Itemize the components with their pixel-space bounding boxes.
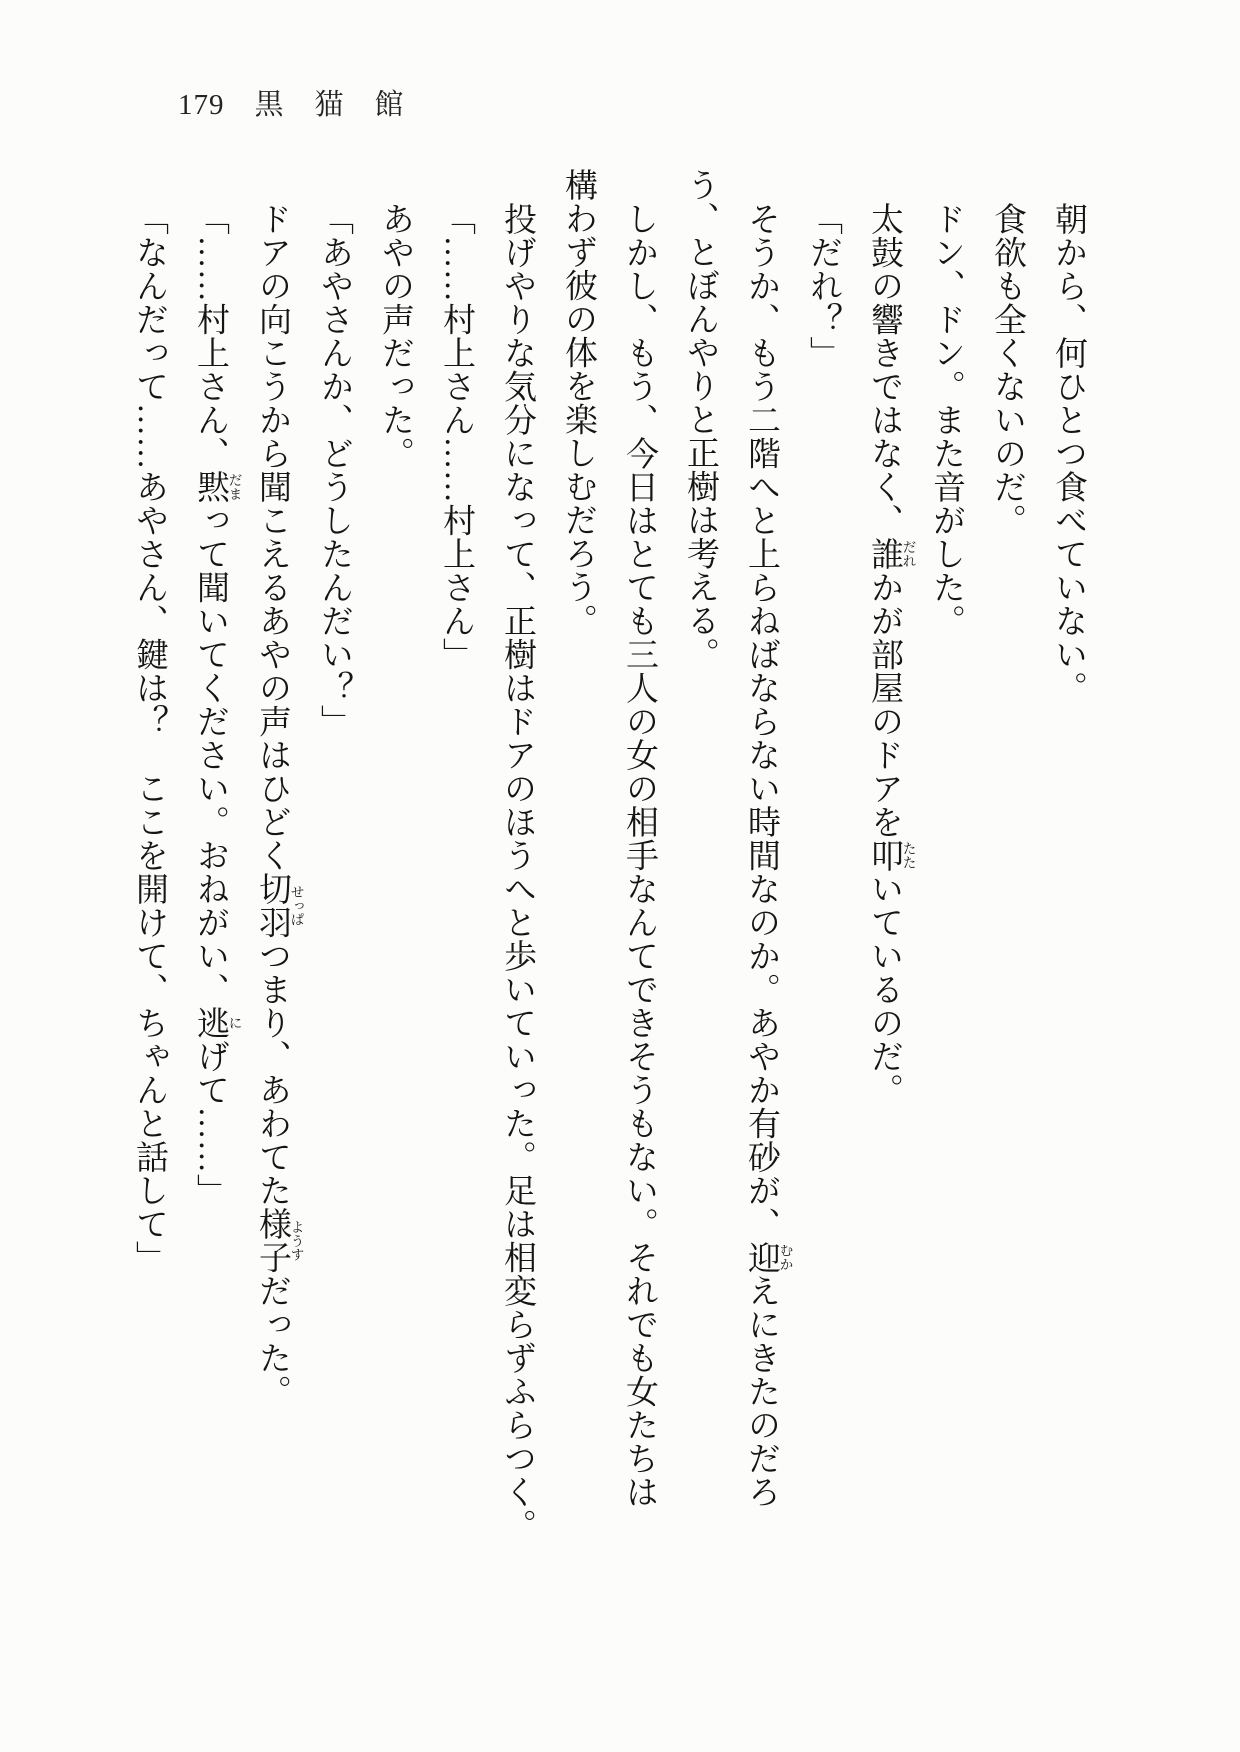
text-line-1: 朝から、何ひとつ食べていない。 [1050,202,1086,705]
text-line-7: う、とぼんやりと正樹は考える。 [682,168,718,671]
text-line-16: 「なんだって……あやさん、鍵は？ ここを開けて、ちゃんと話して」 [131,202,167,1274]
book-title: 黒 猫 館 [254,89,405,121]
ruby-annotation: 切羽せっぱ [254,872,304,939]
text-line-11: 「……村上さん……村上さん」 [438,202,474,671]
ruby-annotation: 様子ようす [254,1207,304,1274]
text-line-4: 太鼓の響きではなく、誰だれかが部屋のドアを叩たたいているのだ。 [866,202,916,1107]
text-line-2: 食欲も全くないのだ。 [989,202,1025,537]
ruby-annotation: 誰だれ [866,537,916,571]
text-line-10: 投げやりな気分になって、正樹はドアのほうへと歩いていった。足は相変らずふらつく。 [499,202,535,1542]
text-line-13: 「あやさんか、どうしたんだい？」 [316,202,352,738]
text-line-14: ドアの向こうから聞こえるあやの声はひどく切羽せっぱつまり、あわてた様子ようすだった。 [254,202,304,1408]
text-line-12: あやの声だった。 [377,202,413,470]
page-number: 179 [178,89,225,121]
vertical-text-block [118,168,1098,1542]
ruby-annotation: 叩たた [866,838,916,872]
text-line-9: 構わず彼の体を楽しむだろう。 [560,168,596,637]
ruby-annotation: 逃に [192,1006,242,1040]
text-line-6: そうか、もう二階へと上らねばならない時間なのか。あやか有砂が、迎むかえにきたのだろ [743,202,793,1509]
text-line-5: 「だれ？」 [805,202,841,370]
text-line-3: ドン、ドン。また音がした。 [928,202,964,638]
ruby-annotation: 迎むか [743,1240,793,1274]
text-line-15: 「……村上さん、黙だまって聞いてください。おねがい、逃にげて……」 [192,202,242,1207]
text-line-8: しかし、もう、今日はとても三人の女の相手なんてできそうもない。それでも女たちは [621,202,657,1509]
ruby-annotation: 黙だま [192,470,242,504]
page-header [178,82,405,123]
